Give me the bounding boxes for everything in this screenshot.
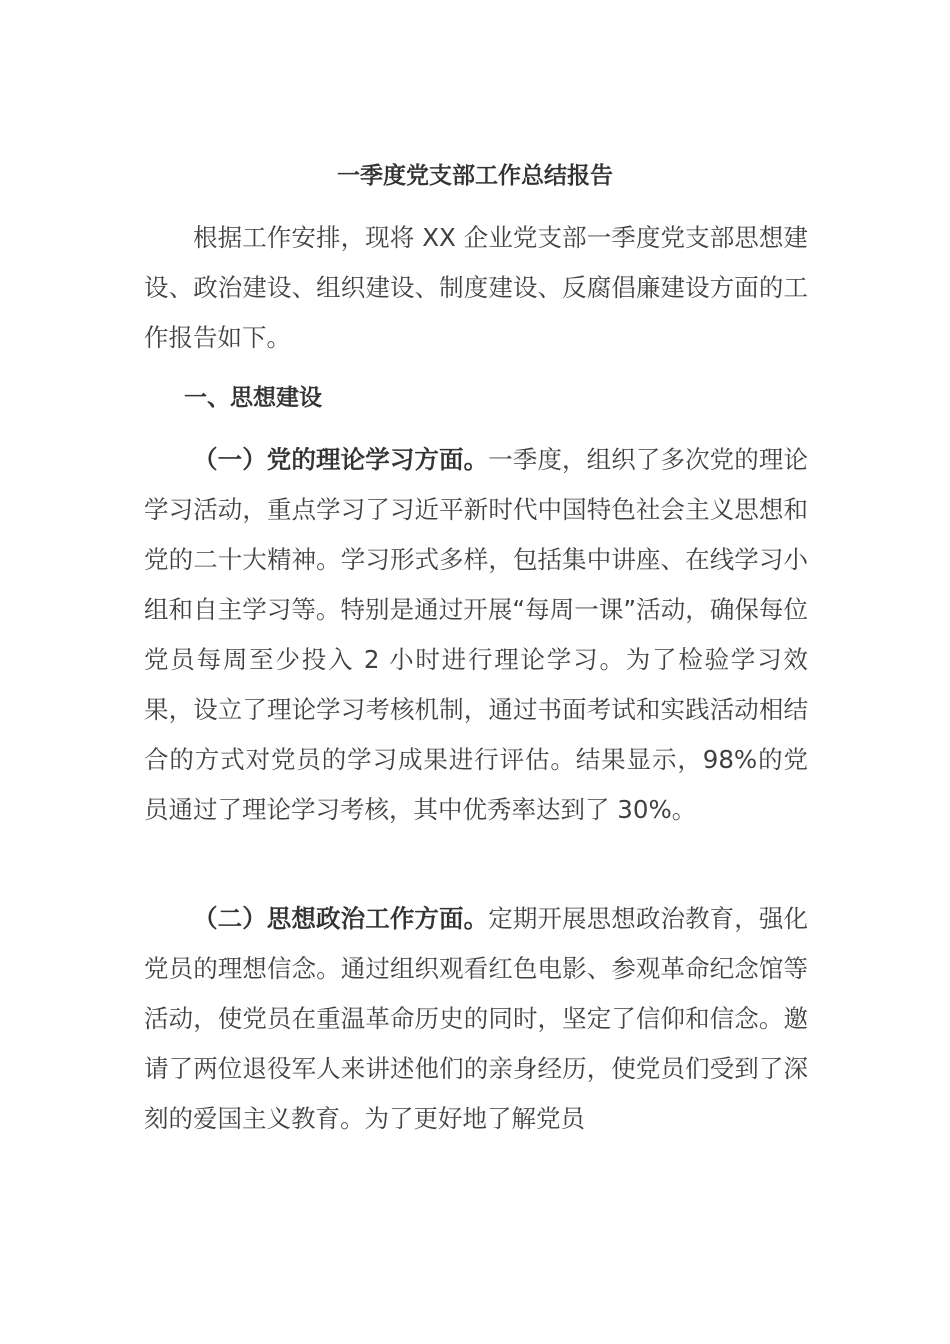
section-heading-ideology: 一、思想建设 [184, 385, 322, 411]
subsection-theory-study [144, 435, 808, 835]
subsection-political-work-label: （二）思想政治工作方面。 [193, 904, 489, 933]
subsection-theory-study-text: 一季度，组织了多次党的理论学习活动，重点学习了习近平新时代中国特色社会主义思想和党的二十大精神。学习形式多样，包括集中讲座、在线学习小组和自主学习等。特别是通过开展“每周一课”活动，确保每位党员每周至少投入 2 小时进行理论学习。为了检验学习效果，设立了理论学习考核机制，通过书面考试和实践活动相结合的方式对党员的学习成果进行评估。结果显示，98%的党员通过了理论学习考核，其中优秀率达到了 30%。 [144, 445, 808, 824]
subsection-theory-study-label: （一）党的理论学习方面。 [193, 445, 489, 474]
subsection-political-work-text: 定期开展思想政治教育，强化党员的理想信念。通过组织观看红色电影、参观革命纪念馆等活动，使党员在重温革命历史的同时，坚定了信仰和信念。邀请了两位退役军人来讲述他们的亲身经历，使党员们受到了深刻的爱国主义教育。为了更好地了解党员 [144, 904, 808, 1133]
subsection-political-work [144, 894, 808, 1144]
document-title: 一季度党支部工作总结报告 [337, 163, 613, 189]
intro-paragraph: 根据工作安排，现将 XX 企业党支部一季度党支部思想建设、政治建设、组织建设、制度建设、反腐倡廉建设方面的工作报告如下。 [144, 223, 808, 352]
